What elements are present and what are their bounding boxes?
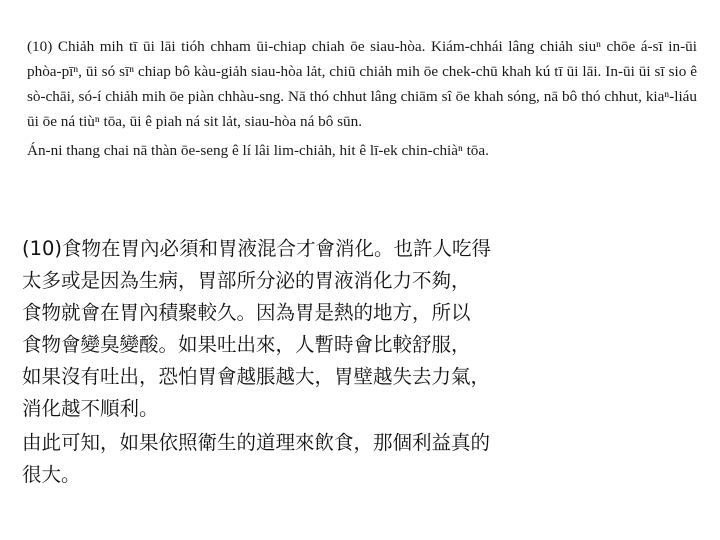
chinese-line: (10)食物在胃內必須和胃液混合才會消化。也許人吃得	[22, 237, 492, 260]
chinese-paragraph-2	[22, 427, 698, 491]
romanized-paragraph-2: Án-ni thang chai nā thàn ōe-seng ê lí lâi lim-chiảh, hit ê lī-ek chin-chiàⁿ tōa.	[27, 142, 489, 159]
chinese-text-block	[22, 233, 698, 491]
romanized-text-block	[27, 34, 697, 163]
chinese-line: 很大。	[22, 463, 81, 486]
chinese-line: 消化越不順利。	[22, 397, 159, 420]
chinese-paragraph-1	[22, 233, 698, 425]
chinese-line: 食物會變臭變酸。如果吐出來，人暫時會比較舒服，	[22, 333, 471, 356]
chinese-line: 食物就會在胃內積聚較久。因為胃是熱的地方，所以	[22, 301, 471, 324]
romanized-paragraph-1: (10) Chiảh mih tī ūi lāi tióh chham ūi-chiap chiah ōe siau-hòa. Kiám-chhái lâng chiảh siuⁿ chōe á-sī in-ūi phòa-pīⁿ, ūi só sīⁿ chiap bô kàu-giảh siau-hòa lảt, chiū chiảh mih ōe chek-chū khah kú tī ūi lāi. In-ūi ūi sī sio ê sò-chāi, só-í chiảh mih ōe piàn chhàu-sng. Nā thó chhut lâng chiām sî ōe khah sóng, nā bô thó chhut, kiaⁿ-liáu ūi ōe ná tiùⁿ tōa, ūi ê piah ná sit lảt, siau-hòa ná bô sūn.	[27, 38, 697, 130]
chinese-line: 太多或是因為生病，胃部所分泌的胃液消化力不夠，	[22, 269, 471, 292]
chinese-line: 如果沒有吐出，恐怕胃會越脹越大，胃壁越失去力氣，	[22, 365, 491, 388]
chinese-line: 由此可知，如果依照衛生的道理來飲食，那個利益真的	[22, 431, 491, 454]
